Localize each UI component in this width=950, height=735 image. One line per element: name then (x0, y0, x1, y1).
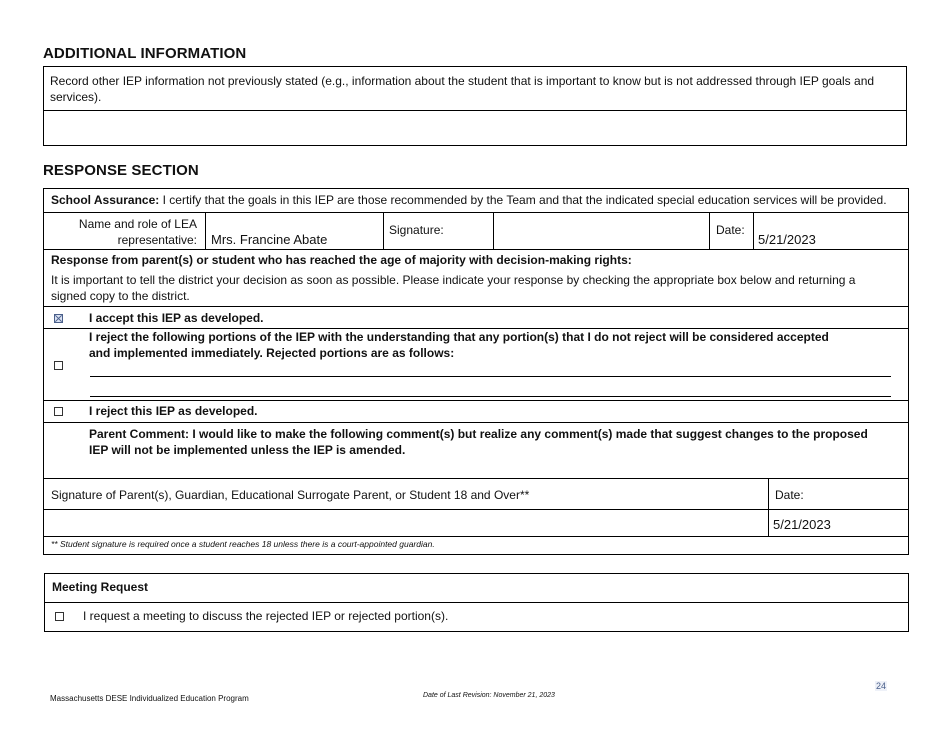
additional-info-heading: ADDITIONAL INFORMATION (43, 45, 247, 62)
meeting-request-checkbox[interactable] (55, 612, 64, 621)
student-signature-footnote: ** Student signature is required once a student reaches 18 unless there is a court-appointed guardian. (51, 539, 435, 549)
accept-label: I accept this IEP as developed. (89, 311, 264, 325)
lea-signature-field[interactable] (499, 232, 699, 248)
school-assurance-text: I certify that the goals in this IEP are those recommended by the Team and that the indicated special education services will be provided. (159, 193, 887, 207)
school-assurance-label: School Assurance: (51, 193, 160, 207)
footer-revision-date: Date of Last Revision: November 21, 2023 (423, 692, 555, 699)
reject-all-checkbox[interactable] (54, 407, 63, 416)
parent-signature-field[interactable] (51, 515, 751, 531)
parent-comment-label: Parent Comment: I would like to make the following comment(s) but realize any comment(s) made that suggest changes to the proposed IEP will not be implemented unless the IEP is amended. (89, 427, 868, 457)
reject-portions-checkbox[interactable] (54, 361, 63, 370)
additional-info-instruction: Record other IEP information not previously stated (e.g., information about the student that is important to know but is not addressed through IEP goals and services). (50, 74, 875, 104)
meeting-request-title: Meeting Request (52, 580, 149, 594)
response-section-box (43, 188, 909, 555)
signature-label: Signature: (389, 223, 444, 237)
reject-all-label: I reject this IEP as developed. (89, 404, 258, 418)
response-section-heading: RESPONSE SECTION (43, 162, 199, 179)
footer-program-name: Massachusetts DESE Individualized Education Program (50, 694, 249, 703)
additional-info-box (43, 66, 907, 146)
page-number: 24 (876, 681, 887, 691)
parent-date-label: Date: (775, 488, 804, 502)
school-assurance (51, 192, 901, 208)
parent-signature-label: Signature of Parent(s), Guardian, Educational Surrogate Parent, or Student 18 and Over** (51, 488, 530, 502)
meeting-request-label: I request a meeting to discuss the rejected IEP or rejected portion(s). (83, 609, 449, 623)
lea-label: Name and role of LEA representative: (78, 217, 197, 247)
parent-response-title: Response from parent(s) or student who has reached the age of majority with decision-making rights: (51, 253, 632, 267)
lea-date-field[interactable]: 5/21/2023 (758, 232, 816, 247)
parent-response-text: It is important to tell the district your decision as soon as possible. Please indicate your response by checking the appropriate box below and returning a signed copy to the district. (51, 273, 856, 303)
lea-representative-field[interactable]: Mrs. Francine Abate (211, 232, 328, 247)
parent-date-field[interactable]: 5/21/2023 (773, 517, 831, 532)
lea-date-label: Date: (716, 223, 745, 237)
accept-checkbox[interactable] (54, 314, 63, 323)
reject-portions-label: I reject the following portions of the IEP with the understanding that any portion(s) that I do not reject will be considered accepted and implemented immediately. Rejected portions are as follows: (89, 330, 829, 360)
additional-info-field[interactable] (50, 119, 898, 143)
meeting-request-box (44, 573, 909, 632)
